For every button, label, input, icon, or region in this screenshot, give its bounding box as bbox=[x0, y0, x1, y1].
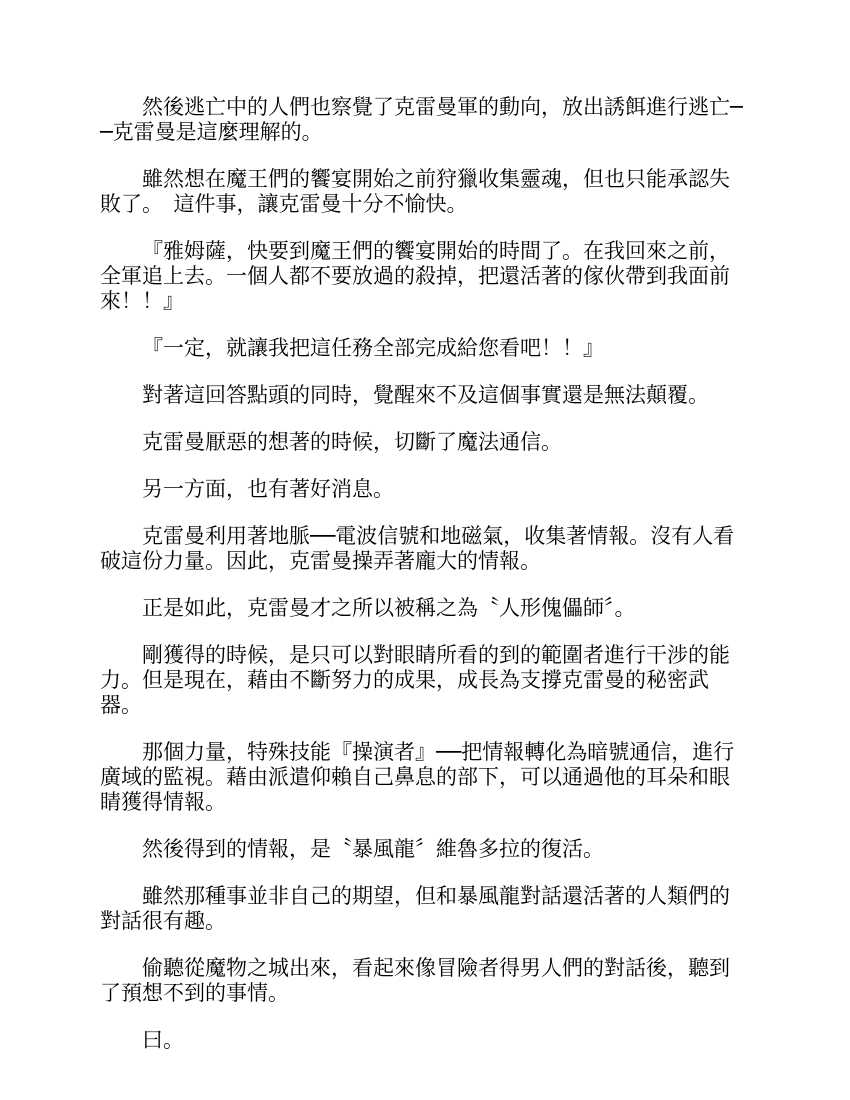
paragraph: 那個力量，特殊技能『操演者』──把情報轉化為暗號通信，進行廣域的監視。藉由派遣仰賴自己鼻息的部下，可以通過他的耳朵和眼睛獲得情報。 bbox=[100, 740, 735, 814]
paragraph: 對著這回答點頭的同時，覺醒來不及這個事實還是無法顛覆。 bbox=[142, 383, 709, 407]
paragraph: 雖然那種事並非自己的期望，但和暴風龍對話還活著的人類們的對話很有趣。 bbox=[100, 884, 730, 933]
paragraph: 偷聽從魔物之城出來，看起來像冒險者得男人們的對話後，聽到了預想不到的事情。 bbox=[100, 956, 730, 1005]
paragraph: 剛獲得的時候，是只可以對眼睛所看的到的範圍者進行干涉的能力。但是現在，藉由不斷努力的成果，成長為支撐克雷曼的秘密武器。 bbox=[100, 643, 730, 717]
paragraph: 『雅姆薩，快要到魔王們的饗宴開始的時間了。在我回來之前，全軍追上去。一個人都不要放過的殺掉，把還活著的傢伙帶到我面前來！！』 bbox=[100, 239, 730, 313]
paragraph: 曰。 bbox=[142, 1028, 184, 1052]
paragraph: 然後得到的情報，是〝暴風龍〞維魯多拉的復活。 bbox=[142, 837, 604, 861]
paragraph: 克雷曼厭惡的想著的時候，切斷了魔法通信。 bbox=[142, 430, 562, 454]
paragraph: 雖然想在魔王們的饗宴開始之前狩獵收集靈魂，但也只能承認失敗了。 這件事，讓克雷曼十分不愉快。 bbox=[100, 167, 730, 216]
document-body bbox=[100, 95, 750, 1075]
paragraph: 然後逃亡中的人們也察覺了克雷曼軍的動向，放出誘餌進行逃亡──克雷曼是這麼理解的。 bbox=[100, 95, 743, 144]
paragraph: 正是如此，克雷曼才之所以被稱之為〝人形傀儡師〞。 bbox=[142, 596, 636, 620]
paragraph: 另一方面，也有著好消息。 bbox=[142, 477, 394, 501]
paragraph: 克雷曼利用著地脈──電波信號和地磁氣，收集著情報。沒有人看破這份力量。因此，克雷曼操弄著龐大的情報。 bbox=[100, 524, 735, 573]
paragraph: 『一定，就讓我把這任務全部完成給您看吧！！』 bbox=[142, 336, 604, 360]
